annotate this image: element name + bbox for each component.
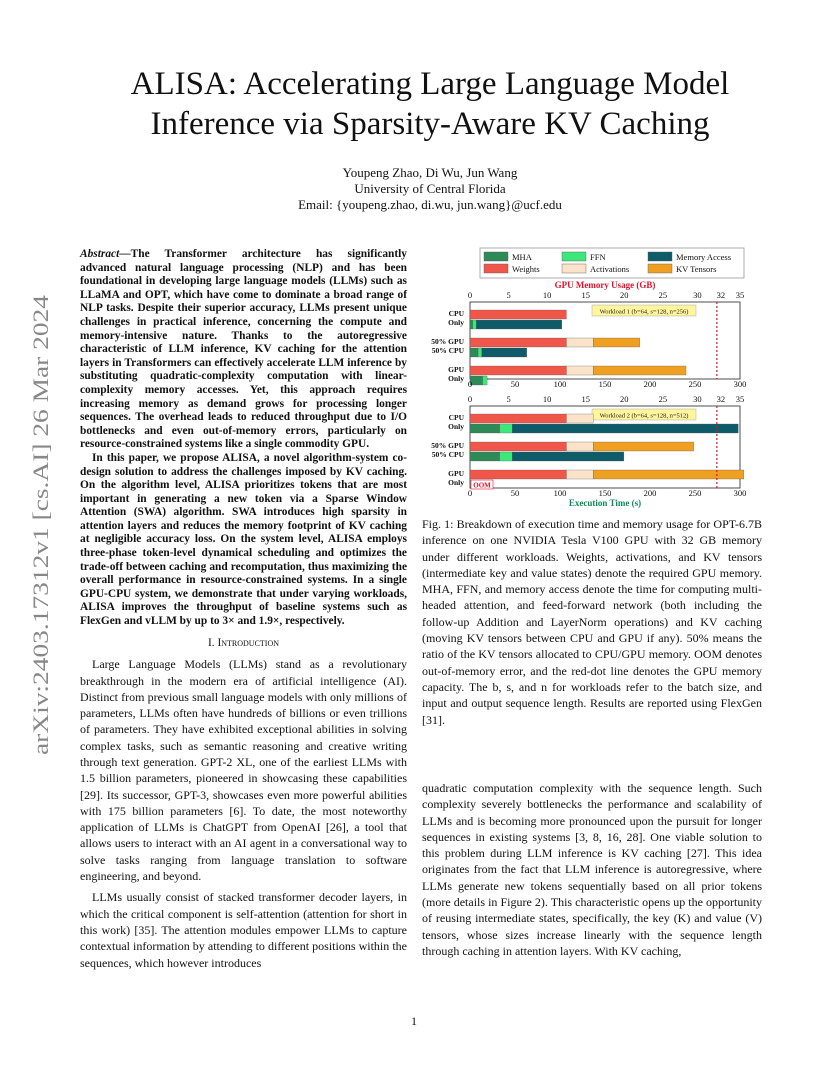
gb-tick-label: 5 [506, 290, 511, 300]
left-column [80, 248, 407, 976]
row-label-line2: 50% CPU [431, 450, 464, 459]
row-label-line2: Only [448, 478, 464, 487]
memory-bar-weights [470, 366, 566, 375]
memory-bar-weights [470, 310, 566, 319]
time-tick-label: 250 [688, 488, 702, 498]
gb-tick-label: 5 [506, 394, 511, 404]
time-tick-label: 300 [733, 488, 747, 498]
paper-title [80, 64, 780, 144]
legend-label-activations: Activations [590, 264, 630, 274]
memory-bar-activations [566, 366, 593, 375]
gb-tick-label: 15 [581, 394, 590, 404]
gb-tick-label: 32 [716, 394, 726, 404]
memory-bar-kv-tensors [593, 366, 686, 375]
time-bar-memory-access [512, 452, 624, 461]
time-bar-ffn [473, 320, 477, 329]
author-block [80, 165, 780, 213]
section-heading-introduction: I. Introduction [207, 636, 280, 649]
memory-bar-weights [470, 470, 566, 479]
introduction-body [80, 656, 407, 971]
legend-swatch-activations [562, 264, 586, 273]
gb-tick-label: 25 [658, 290, 668, 300]
row-label-line2: Only [448, 374, 464, 383]
abstract-paragraph-2: In this paper, we propose ALISA, a novel algorithm-system co-design solution to address the challenges imposed by KV caching. On the algorithm level, ALISA prioritizes tokens that are most important in generating a new token via a Sparse Window Attention (SWA) algorithm. SWA introduces high sparsity in attention layers and reduces the memory footprint of KV caching at negligible accuracy loss. On the system level, ALISA employs three-phase token-level dynamical scheduling and optimizes the trade-off between caching and recomputation, thus maximizing the overall performance in resource-constrained systems. In a single GPU-CPU system, we demonstrate that under varying workloads, ALISA improves the throughput of baseline systems such as FlexGen and vLLM by up to 3× and 1.9×, respectively. [80, 451, 407, 628]
abstract-label: Abstract [80, 248, 120, 260]
time-tick-label: 150 [598, 379, 612, 389]
gb-tick-label: 15 [581, 290, 590, 300]
memory-bar-activations [566, 470, 593, 479]
gb-tick-label: 0 [467, 290, 473, 300]
time-bar-mha [470, 320, 473, 329]
legend-swatch-ffn [562, 252, 586, 261]
time-tick-label: 250 [688, 379, 702, 389]
memory-bar-weights [470, 414, 566, 423]
memory-bar-activations [566, 442, 593, 451]
memory-bar-kv-tensors [593, 442, 693, 451]
row-label-line1: 50% GPU [431, 441, 464, 450]
abstract-paragraph-1 [80, 248, 407, 452]
right-column-text: quadratic computation complexity with the sequence length. Such complexity severely bottlenecks the performance and scalability of LLMs and is becoming more pronounced upon the pursuit for longer sequences in existing systems [3, 8, 16, 28]. One viable solution to this problem during LLM inference is KV caching [27]. This idea originates from the fact that LLM inference is autoregressive, where LLMs generate new tokens sequentially based on all prior tokens (more details in Figure 2). This characteristic opens up the opportunity of reusing intermediate states, specifically, the key (K) and value (V) tensors, whose sizes increase linearly with the sequence length through caching in attention layers. With KV caching, [422, 781, 762, 958]
time-bar-mha [470, 424, 500, 433]
time-tick-label: 0 [467, 488, 473, 498]
abstract [80, 248, 407, 629]
row-label-line1: 50% GPU [431, 337, 464, 346]
time-tick-label: 200 [643, 379, 657, 389]
legend-swatch-kv-tensors [648, 264, 672, 273]
memory-bar-kv-tensors [593, 338, 639, 347]
row-label-line1: CPU [448, 309, 464, 318]
time-bar-mha [470, 452, 500, 461]
gb-tick-label: 30 [693, 394, 702, 404]
author-names: Youpeng Zhao, Di Wu, Jun Wang [342, 165, 518, 180]
time-bar-memory-access [482, 348, 527, 357]
time-bar-memory-access [512, 424, 738, 433]
legend-swatch-weights [484, 264, 508, 273]
time-bar-memory-access [476, 320, 562, 329]
legend-swatch-memory-access [648, 252, 672, 261]
time-bar-ffn [500, 452, 513, 461]
time-tick-label: 50 [510, 379, 520, 389]
gb-tick-label: 20 [620, 394, 629, 404]
gb-tick-label: 20 [620, 290, 629, 300]
time-tick-label: 100 [553, 488, 567, 498]
gb-tick-label: 32 [716, 290, 726, 300]
arxiv-identifier-text: arXiv:2403.17312v1 [cs.AI] 26 Mar 2024 [28, 385, 53, 755]
gb-tick-label: 35 [735, 290, 745, 300]
time-bar-ffn [500, 424, 513, 433]
time-bar-ffn [483, 376, 488, 385]
top-axis-title: GPU Memory Usage (GB) [554, 280, 656, 290]
row-label-line1: GPU [448, 365, 464, 374]
time-tick-label: 200 [643, 488, 657, 498]
time-tick-label: 100 [553, 379, 567, 389]
row-label-line1: GPU [448, 469, 464, 478]
time-tick-label: 300 [733, 379, 747, 389]
author-affiliation: University of Central Florida [354, 181, 506, 196]
figure-1-caption: Fig. 1: Breakdown of execution time and memory usage for OPT-6.7B inference on one NVIDIA Tesla V100 GPU with 32 GB memory under different workloads. Weights, activations, and KV tensors (intermediate key and value states) denote the required GPU memory. MHA, FFN, and memory access denote the time for computing multi-headed attention, and feed-forward network (both including the follow-up Addition and LayerNorm operations) and KV caching (moving KV tensors between CPU and GPU if any). 50% means the ratio of the KV tensors allocated to CPU/GPU memory. OOM denotes out-of-memory error, and the red-dot line denotes the GPU memory capacity. The b, s, and n for workloads refer to the batch size, and input and output sequence length. Results are reported using FlexGen [31]. [422, 517, 762, 727]
page-number: 1 [411, 1014, 417, 1028]
memory-bar-activations [566, 414, 593, 423]
workload-label: Workload 1 (b=64, s=128, n=256) [599, 308, 689, 316]
row-label-line2: Only [448, 422, 464, 431]
legend-label-memory-access: Memory Access [676, 252, 732, 262]
intro-paragraph-1: Large Language Models (LLMs) stand as a revolutionary breakthrough in the modern era of artificial intelligence (AI). Distinct from previous small language models with only millions of parameters, LLMs often have hundreds of billions or even trillions of parameters. They have exhibited exceptional abilities in solving complex tasks, such as semantic reasoning and creative writing through text generation. GPT-2 XL, one of the earliest LLMs with 1.5 billion parameters, pioneered in showcasing these capabilities [29]. Its successor, GPT-3, showcases even more powerful abilities with 175 billion parameters [6]. To date, the most noteworthy application of LLMs is ChatGPT from OpenAI [26], a tool that allows users to interact with an AI agent in a conversational way to solve tasks ranging from language translation to software engineering, and beyond. [80, 657, 407, 884]
author-email: Email: {youpeng.zhao, di.wu, jun.wang}@ucf.edu [298, 197, 562, 212]
gb-tick-label: 30 [693, 290, 702, 300]
figure-1 [422, 246, 762, 519]
memory-bar-weights [470, 338, 566, 347]
time-tick-label: 150 [598, 488, 612, 498]
legend-label-weights: Weights [512, 264, 540, 274]
row-label-line1: CPU [448, 413, 464, 422]
oom-label: OOM [473, 481, 491, 490]
row-label-line2: 50% CPU [431, 346, 464, 355]
title-line-2: Inference via Sparsity-Aware KV Caching [150, 106, 710, 142]
gb-tick-label: 10 [542, 394, 552, 404]
legend-label-kv-tensors: KV Tensors [676, 264, 717, 274]
title-line-1: ALISA: Accelerating Large Language Model [130, 66, 730, 102]
gb-tick-label: 0 [467, 394, 473, 404]
memory-bar-weights [470, 442, 566, 451]
bottom-axis-title: Execution Time (s) [568, 498, 642, 508]
memory-bar-activations [566, 338, 593, 347]
gb-tick-label: 35 [735, 394, 745, 404]
workload-label: Workload 2 (b=64, s=128, n=512) [599, 412, 689, 420]
gb-tick-label: 10 [542, 290, 552, 300]
legend-label-ffn: FFN [590, 252, 606, 262]
time-bar-ffn [478, 348, 482, 357]
time-tick-label: 0 [467, 379, 473, 389]
time-tick-label: 50 [510, 488, 520, 498]
gb-tick-label: 25 [658, 394, 668, 404]
legend-label-mha: MHA [512, 252, 532, 262]
intro-paragraph-2: LLMs usually consist of stacked transformer decoder layers, in which the critical component is self-attention (attention for short in this work) [35]. The attention modules empower LLMs to capture contextual information by attending to different positions within the sequences, which however introduces [80, 890, 407, 970]
arxiv-identifier [14, 290, 58, 760]
figure-1-chart [422, 246, 762, 514]
abstract-text-1: —The Transformer architecture has significantly advanced natural language processing (NLP) and has been foundational in developing large language models (LLMs) such as LLaMA and OPT, which have come to dominate a broad range of NLP tasks. Despite their superior accuracy, LLMs present unique challenges in practical inference, concerning the compute and memory-intensive nature. Thanks to the autoregressive characteristic of LLM inference, KV caching for the attention layers in Transformers can effectively accelerate LLM inference by substituting quadratic-complexity computation with linear-complexity memory accesses. Yet, this approach requires increasing memory as demand grows for processing longer sequences. The overhead leads to reduced throughput due to I/O bottlenecks and even out-of-memory errors, particularly on resource-constrained systems like a single commodity GPU. [80, 248, 407, 451]
time-bar-mha [470, 348, 478, 357]
row-label-line2: Only [448, 318, 464, 327]
legend-swatch-mha [484, 252, 508, 261]
memory-bar-kv-tensors [593, 470, 743, 479]
